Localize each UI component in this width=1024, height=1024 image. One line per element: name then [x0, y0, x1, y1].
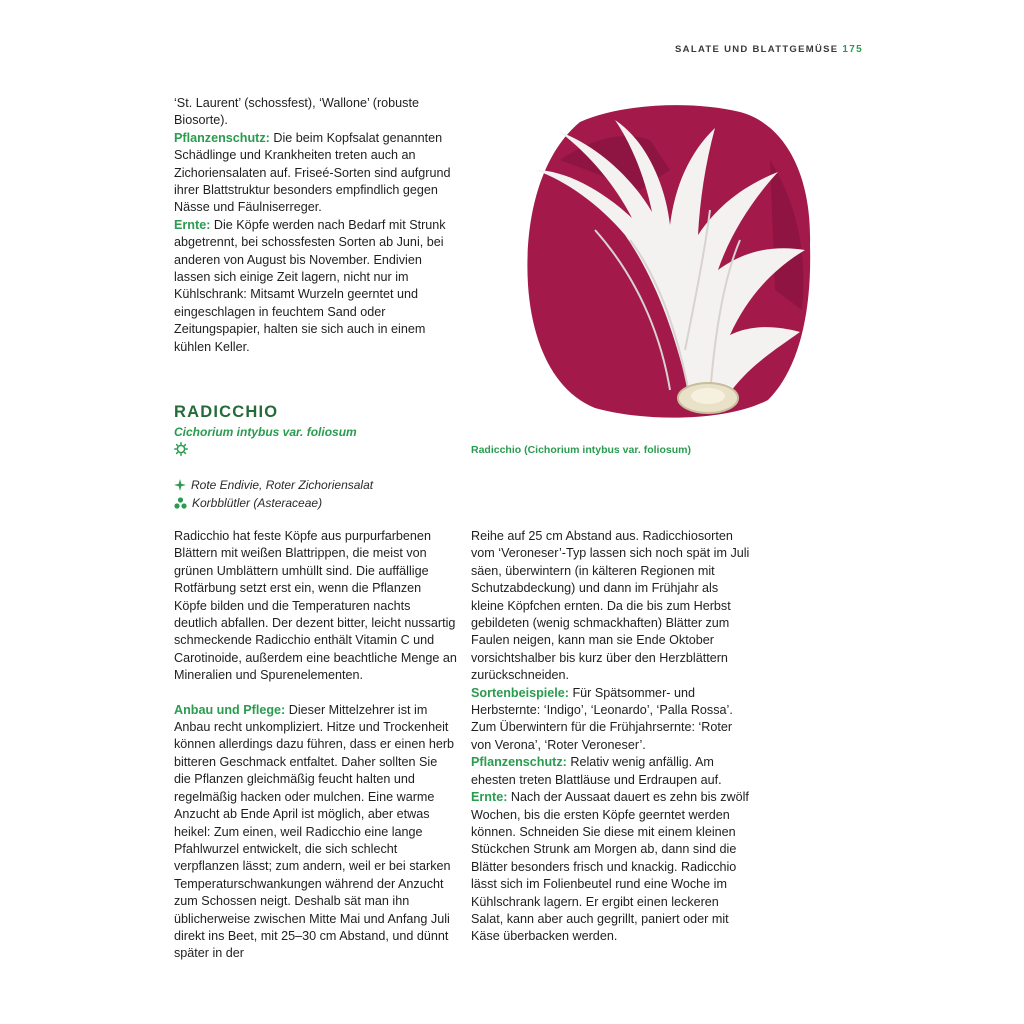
pflanzenschutz2-text: Relativ wenig anfällig. Am ehesten treten Blattläuse und Erdraupen auf. — [471, 755, 722, 787]
pflanzenschutz2-label: Pflanzenschutz: — [471, 755, 567, 770]
family-text: Korbblütler (Asteraceae) — [192, 496, 323, 510]
anbau-label: Anbau und Pflege: — [174, 702, 286, 717]
ernte2-text: Nach der Aussaat dauert es zehn bis zwölf Wochen, bis die ersten Köpfe geerntet werden können. Schneiden Sie diese mit einem kleinen Stückchen Strunk am Morgen ab, dann sind die Blätter besonders frisch und knackig. Radicchio lässt sich im Folienbeutel rund eine Woche im Kühlschrank lagern. Er ergibt einen leckeren Salat, kann aber auch gegrillt, paniert oder mit Käse überbacken werden. — [471, 790, 749, 944]
ernte2-paragraph — [471, 789, 754, 946]
synonyms-text: Rote Endivie, Roter Zichoriensalat — [191, 478, 374, 492]
radicchio-illustration — [520, 100, 820, 430]
entry-title: RADICCHIO — [174, 403, 279, 421]
running-head — [675, 44, 863, 55]
pflanzenschutz-paragraph — [174, 130, 457, 217]
intro-paragraph: Radicchio hat feste Köpfe aus purpurfarbenen Blättern mit weißen Blattrippen, die meist von grünen Umblättern umhüllt sind. Die auffällige Rotfärbung setzt erst ein, wenn die Pflanzen Köpfe bilden und die Temperaturen nachts deutlich abfallen. Der dezent bitter, leicht nussartig schmeckende Radicchio enthält Vitamin C und Carotinoide, außerdem eine beachtliche Menge an Mineralien und Spurenelementen. — [174, 529, 457, 683]
anbau-paragraph — [174, 702, 457, 963]
ernte-text: Die Köpfe werden nach Bedarf mit Strunk abgetrennt, bei schossfesten Sorten ab Juni, bei anderen von August bis November. Endivien lassen sich einige Zeit lagern, nicht nur im Kühlschrank: Mitsamt Wurzeln geerntet und eingeschlagen in feuchtem Sand oder Zeitungspapier, halten sie sich auch in einem kühlen Keller. — [174, 217, 446, 354]
sorten-text: Für Spätsommer- und Herbsternte: ‘Indigo’, ‘Leonardo’, ‘Palla Rossa’. Zum Überwintern für die Frühjahrsernte: ‘Roter von Verona’, ‘Roter Veroneser’. — [471, 685, 733, 752]
four-point-star-icon — [174, 479, 186, 491]
latin-name: Cichorium intybus var. foliosum — [174, 425, 357, 439]
page-number: 175 — [842, 44, 863, 55]
sorten-paragraph — [471, 685, 754, 755]
three-dots-icon — [174, 497, 187, 509]
ernte-label: Ernte: — [174, 217, 211, 232]
pflanzenschutz-label: Pflanzenschutz: — [174, 130, 270, 145]
right-column — [471, 528, 754, 946]
pflanzenschutz-text: Die beim Kopfsalat genannten Schädlinge und Krankheiten treten auch an Zichoriensalaten auf. Friseé-Sorten sind aufgrund ihrer Blattstruktur besonders empfindlich gegen Nässe und Fäulniserreger. — [174, 130, 451, 215]
intro-column — [174, 95, 457, 356]
section-name: SALATE UND BLATTGEMÜSE — [675, 44, 839, 55]
anbau-text: Dieser Mittelzehrer ist im Anbau recht unkompliziert. Hitze und Trockenheit können allerdings dazu führen, dass er einen herb bitteren Geschmack entfaltet. Daher sollten Sie die Pflanzen gleichmäßig feucht halten und regelmäßig hacken oder mulchen. Eine warme Anzucht ab Ende April ist möglich, aber etwas heikel: Zum einen, weil Radicchio eine lange Pfahlwurzel entwickelt, die sich schlecht verpflanzen lässt; zum andern, weil er bei starken Temperaturschwankungen während der Anzucht zum Schossen neigt. Deshalb sät man ihn üblicherweise zwischen Mitte Mai und Anfang Juli direkt ins Beet, mit 25–30 cm Abstand, und dünnt später in der — [174, 702, 455, 961]
left-column — [174, 528, 457, 963]
sorten-label: Sortenbeispiele: — [471, 685, 569, 700]
stem-cut — [691, 388, 725, 404]
ernte2-label: Ernte: — [471, 790, 508, 805]
anbau-continued-paragraph: Reihe auf 25 cm Abstand aus. Radicchiosorten vom ‘Veroneser’-Typ lassen sich noch spät im Juli säen, überwintern (in kälteren Regionen mit Schutzabdeckung) und dann im Frühjahr als kleine Köpfchen ernten. Da die bis zum Herbst gebildeten (wenig schmackhaften) Blätter zum Faulen neigen, kann man sie Ende Oktober vorsichtshalber bis kurz über den Herzblättern zurückschneiden. — [471, 529, 750, 683]
pflanzenschutz2-paragraph — [471, 754, 754, 789]
continuation-paragraph: ‘St. Laurent’ (schossfest), ‘Wallone’ (robuste Biosorte). — [174, 96, 419, 128]
synonyms-line — [174, 478, 373, 492]
image-caption: Radicchio (Cichorium intybus var. foliosum) — [471, 444, 691, 456]
family-line — [174, 496, 322, 510]
ernte-paragraph — [174, 217, 457, 356]
sun-icon — [174, 442, 188, 461]
